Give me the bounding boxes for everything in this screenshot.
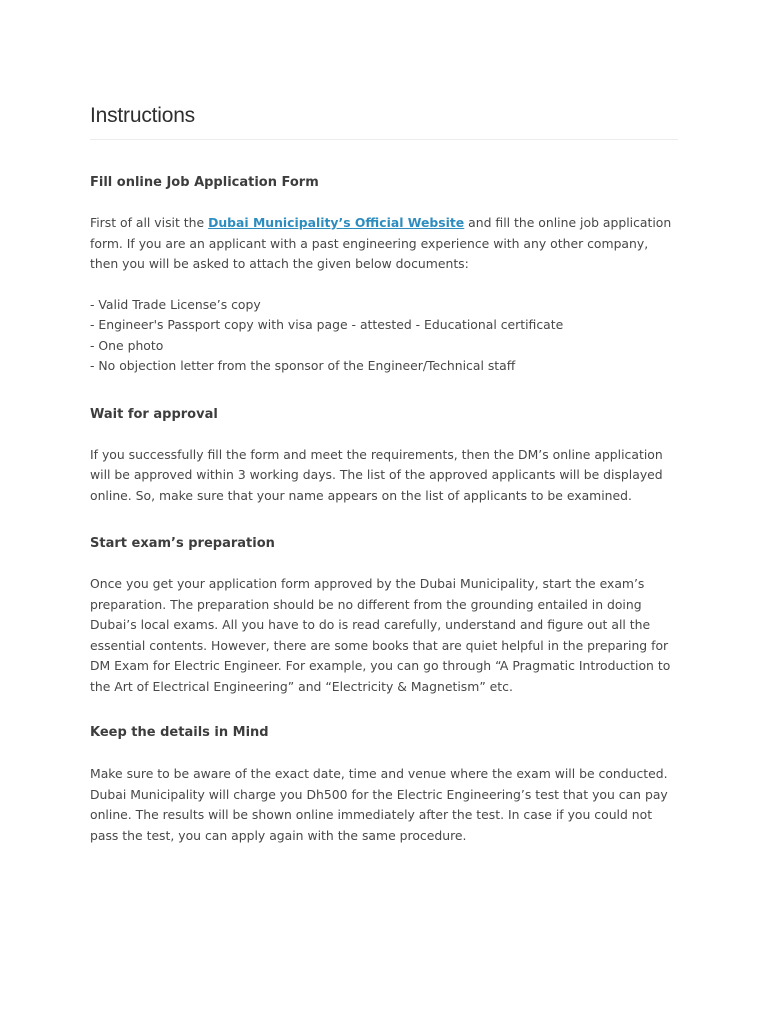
section-heading-fill-form: Fill online Job Application Form xyxy=(90,175,319,190)
list-item: - One photo xyxy=(90,337,164,353)
section-heading-keep-details: Keep the details in Mind xyxy=(90,725,269,740)
section-paragraph-wait-approval: If you successfully fill the form and meet the requirements, then the DM’s online application will be approved within 3 working days. The list of the approved applicants will be displayed online. So, make sure that your name appears on the list of applicants to be examined. xyxy=(90,446,663,503)
section-paragraph-fill-form xyxy=(90,213,678,275)
list-item: - Engineer's Passport copy with visa page - attested - Educational certificate xyxy=(90,317,564,332)
paragraph-text-after-link: and fill the online job application form. If you are an applicant with a past engineering experience with any other company, then you will be asked to attach the given below documents: xyxy=(90,215,672,271)
section-paragraph-keep-details: Make sure to be aware of the exact date, time and venue where the exam will be conducted. Dubai Municipality will charge you Dh500 for the Electric Engineering’s test that you can pay online. The results will be shown online immediately after the test. In case if you could not pass the test, you can apply again with the same procedure. xyxy=(90,766,668,843)
section-exam-preparation xyxy=(90,534,678,697)
paragraph-text-before-link: First of all visit the xyxy=(90,215,209,230)
section-fill-form xyxy=(90,173,678,377)
section-keep-details xyxy=(90,723,678,846)
page-title: Instructions xyxy=(90,104,678,140)
dubai-municipality-website-link[interactable]: Dubai Municipality’s Official Website xyxy=(208,215,465,230)
list-item: - Valid Trade License’s copy xyxy=(90,296,261,312)
list-item: - No objection letter from the sponsor of the Engineer/Technical staff xyxy=(90,358,516,373)
article-content xyxy=(90,104,678,846)
section-wait-approval xyxy=(90,405,678,507)
section-heading-wait-approval: Wait for approval xyxy=(90,406,218,422)
section-paragraph-exam-preparation: Once you get your application form approved by the Dubai Municipality, start the exam’s preparation. The preparation should be no different from the grounding entailed in doing Dubai’s local exams. All you have to do is read carefully, understand and figure out all the essential contents. However, there are some books that are quiet helpful in the preparing for DM Exam for Electric Engineer. For example, you can go through “A Pragmatic Introduction to the Art of Electrical Engineering” and “Electricity & Magnetism” etc. xyxy=(90,576,671,694)
required-documents-list xyxy=(90,295,678,377)
section-heading-exam-preparation: Start exam’s preparation xyxy=(90,536,275,551)
